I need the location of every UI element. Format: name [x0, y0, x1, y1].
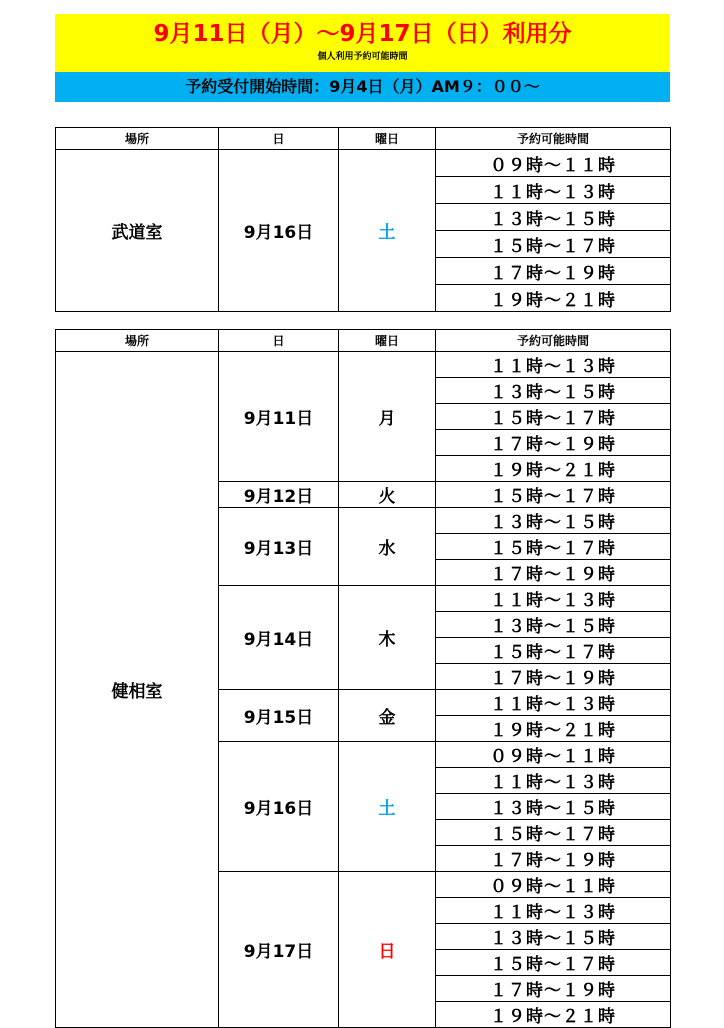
time-slot-cell: １５時～１７時 [436, 820, 671, 846]
place-cell: 武道室 [56, 150, 219, 312]
page-title: 9月11日（月）～9月17日（日）利用分 [153, 21, 572, 47]
title-banner [55, 14, 670, 72]
weekday-cell: 土 [339, 150, 436, 312]
col-header-weekday: 曜日 [339, 330, 436, 352]
time-slot-cell: １１時～１３時 [436, 352, 671, 378]
time-slot-cell: １１時～１３時 [436, 768, 671, 794]
time-slot-cell: １５時～１７時 [436, 950, 671, 976]
time-slot-cell: １７時～１９時 [436, 976, 671, 1002]
weekday-cell: 日 [339, 872, 436, 1028]
time-slot-cell: １３時～１５時 [436, 612, 671, 638]
time-slot-cell: １７時～１９時 [436, 560, 671, 586]
table-row [56, 352, 671, 378]
date-cell: 9月13日 [219, 508, 339, 586]
time-slot-cell: １９時～２１時 [436, 1002, 671, 1028]
date-cell: 9月16日 [219, 150, 339, 312]
time-slot-cell: ０９時～１１時 [436, 150, 671, 177]
weekday-cell: 水 [339, 508, 436, 586]
time-slot-cell: ０９時～１１時 [436, 872, 671, 898]
time-slot-cell: １９時～２１時 [436, 456, 671, 482]
time-slot-cell: ０９時～１１時 [436, 742, 671, 768]
col-header-place: 場所 [56, 128, 219, 150]
date-cell: 9月17日 [219, 872, 339, 1028]
time-slot-cell: １９時～２１時 [436, 285, 671, 312]
col-header-place: 場所 [56, 330, 219, 352]
col-header-date: 日 [219, 330, 339, 352]
weekday-cell: 木 [339, 586, 436, 690]
time-slot-cell: １９時～２１時 [436, 716, 671, 742]
time-slot-cell: １１時～１３時 [436, 898, 671, 924]
time-slot-cell: １７時～１９時 [436, 846, 671, 872]
time-slot-cell: １１時～１３時 [436, 690, 671, 716]
time-slot-cell: １５時～１７時 [436, 638, 671, 664]
reservation-start-banner [55, 72, 670, 102]
page-subtitle: 個人利用予約可能時間 [317, 52, 408, 62]
col-header-times: 予約可能時間 [436, 128, 671, 150]
date-cell: 9月14日 [219, 586, 339, 690]
time-slot-cell: １７時～１９時 [436, 430, 671, 456]
date-cell: 9月12日 [219, 482, 339, 508]
time-slot-cell: １５時～１７時 [436, 482, 671, 508]
weekday-cell: 火 [339, 482, 436, 508]
schedule-table-budoushitsu [55, 127, 671, 312]
place-cell: 健相室 [56, 352, 219, 1028]
weekday-cell: 土 [339, 742, 436, 872]
time-slot-cell: １５時～１７時 [436, 404, 671, 430]
time-slot-cell: １７時～１９時 [436, 664, 671, 690]
time-slot-cell: １５時～１７時 [436, 534, 671, 560]
table-header-row [56, 330, 671, 352]
time-slot-cell: １５時～１７時 [436, 231, 671, 258]
table-row [56, 150, 671, 177]
time-slot-cell: １１時～１３時 [436, 177, 671, 204]
col-header-weekday: 曜日 [339, 128, 436, 150]
col-header-times: 予約可能時間 [436, 330, 671, 352]
date-cell: 9月16日 [219, 742, 339, 872]
date-cell: 9月11日 [219, 352, 339, 482]
schedule-table-kensoushitsu [55, 329, 671, 1028]
time-slot-cell: １７時～１９時 [436, 258, 671, 285]
time-slot-cell: １３時～１５時 [436, 378, 671, 404]
date-cell: 9月15日 [219, 690, 339, 742]
reservation-start-text: 予約受付開始時間：9月4日（月）AM９：００～ [185, 77, 540, 96]
time-slot-cell: １３時～１５時 [436, 204, 671, 231]
time-slot-cell: １３時～１５時 [436, 508, 671, 534]
time-slot-cell: １３時～１５時 [436, 794, 671, 820]
table-header-row [56, 128, 671, 150]
time-slot-cell: １１時～１３時 [436, 586, 671, 612]
col-header-date: 日 [219, 128, 339, 150]
time-slot-cell: １３時～１５時 [436, 924, 671, 950]
weekday-cell: 月 [339, 352, 436, 482]
weekday-cell: 金 [339, 690, 436, 742]
